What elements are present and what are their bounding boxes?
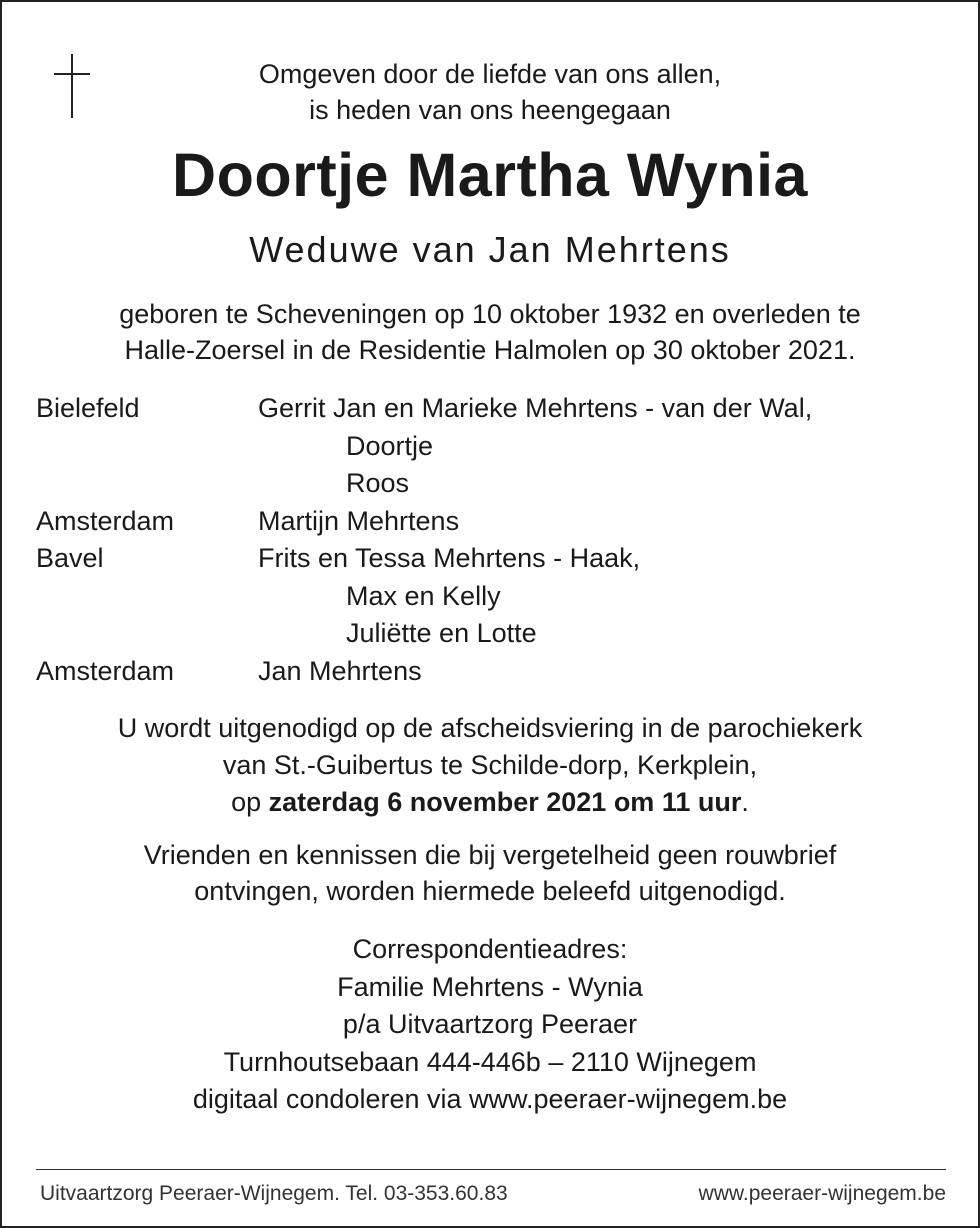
invite-date-line xyxy=(2,784,978,821)
corr-line: p/a Uitvaartzorg Peeraer xyxy=(342,1009,638,1039)
corr-line: Turnhoutsebaan 444-446b – 2110 Wijnegem xyxy=(223,1046,757,1077)
family-names: Martijn Mehrtens xyxy=(258,505,460,536)
family-names: Jan Mehrtens xyxy=(258,655,422,686)
footer-divider xyxy=(36,1169,946,1170)
birth-line: Halle-Zoersel in de Residentie Halmolen op 30 oktober 2021. xyxy=(124,335,856,365)
intro-line: Omgeven door de liefde van ons allen, xyxy=(258,59,722,89)
family-row xyxy=(36,540,956,578)
family-list xyxy=(36,390,956,690)
family-row xyxy=(36,428,956,466)
family-names: Doortje xyxy=(346,430,434,461)
birth-death-details xyxy=(2,296,978,368)
correspondence-address xyxy=(2,931,978,1119)
family-row xyxy=(36,653,956,691)
family-city: Amsterdam xyxy=(36,655,175,686)
family-city xyxy=(36,428,258,466)
deceased-name: Doortje Martha Wynia xyxy=(172,141,808,209)
footer-website: www.peeraer-wijnegem.be xyxy=(698,1182,946,1205)
family-city xyxy=(36,615,258,653)
family-names: Frits en Tessa Mehrtens - Haak, xyxy=(258,543,641,573)
family-city: Bavel xyxy=(36,543,104,573)
subtitle: Weduwe van Jan Mehrtens xyxy=(249,229,731,270)
invite-suffix: . xyxy=(741,787,749,817)
family-city: Amsterdam xyxy=(36,505,175,536)
family-names: Gerrit Jan en Marieke Mehrtens - van der Wal, xyxy=(258,393,813,423)
family-city: Bielefeld xyxy=(36,393,140,423)
family-city xyxy=(36,578,258,616)
intro-line: is heden van ons heengegaan xyxy=(309,95,671,125)
corr-line: digitaal condoleren via www.peeraer-wijnegem.be xyxy=(192,1084,788,1114)
footer xyxy=(40,1182,946,1206)
corr-line: Familie Mehrtens - Wynia xyxy=(337,971,643,1002)
friends-notice xyxy=(2,837,978,909)
footer-contact: Uitvaartzorg Peeraer-Wijnegem. Tel. 03-353.60.83 xyxy=(40,1182,508,1205)
intro-text xyxy=(2,56,978,128)
family-city xyxy=(36,465,258,503)
corr-heading: Correspondentieadres: xyxy=(352,934,628,964)
invite-line: U wordt uitgenodigd op de afscheidsviering in de parochiekerk xyxy=(117,713,863,743)
family-row xyxy=(36,615,956,653)
friends-line: ontvingen, worden hiermede beleefd uitgenodigd. xyxy=(194,876,786,906)
invite-prefix: op xyxy=(231,787,269,817)
service-invitation xyxy=(2,710,978,821)
family-row xyxy=(36,578,956,616)
family-names: Juliëtte en Lotte xyxy=(346,618,537,648)
family-names: Roos xyxy=(346,468,410,498)
family-names: Max en Kelly xyxy=(346,580,501,611)
invite-line: van St.-Guibertus te Schilde-dorp, Kerkplein, xyxy=(222,750,758,780)
service-date: zaterdag 6 november 2021 om 11 uur xyxy=(268,787,742,817)
family-row xyxy=(36,465,956,503)
birth-line: geboren te Scheveningen op 10 oktober 1932 en overleden te xyxy=(119,299,861,329)
family-row xyxy=(36,503,956,541)
friends-line: Vrienden en kennissen die bij vergetelheid geen rouwbrief xyxy=(143,840,837,870)
family-row xyxy=(36,390,956,428)
